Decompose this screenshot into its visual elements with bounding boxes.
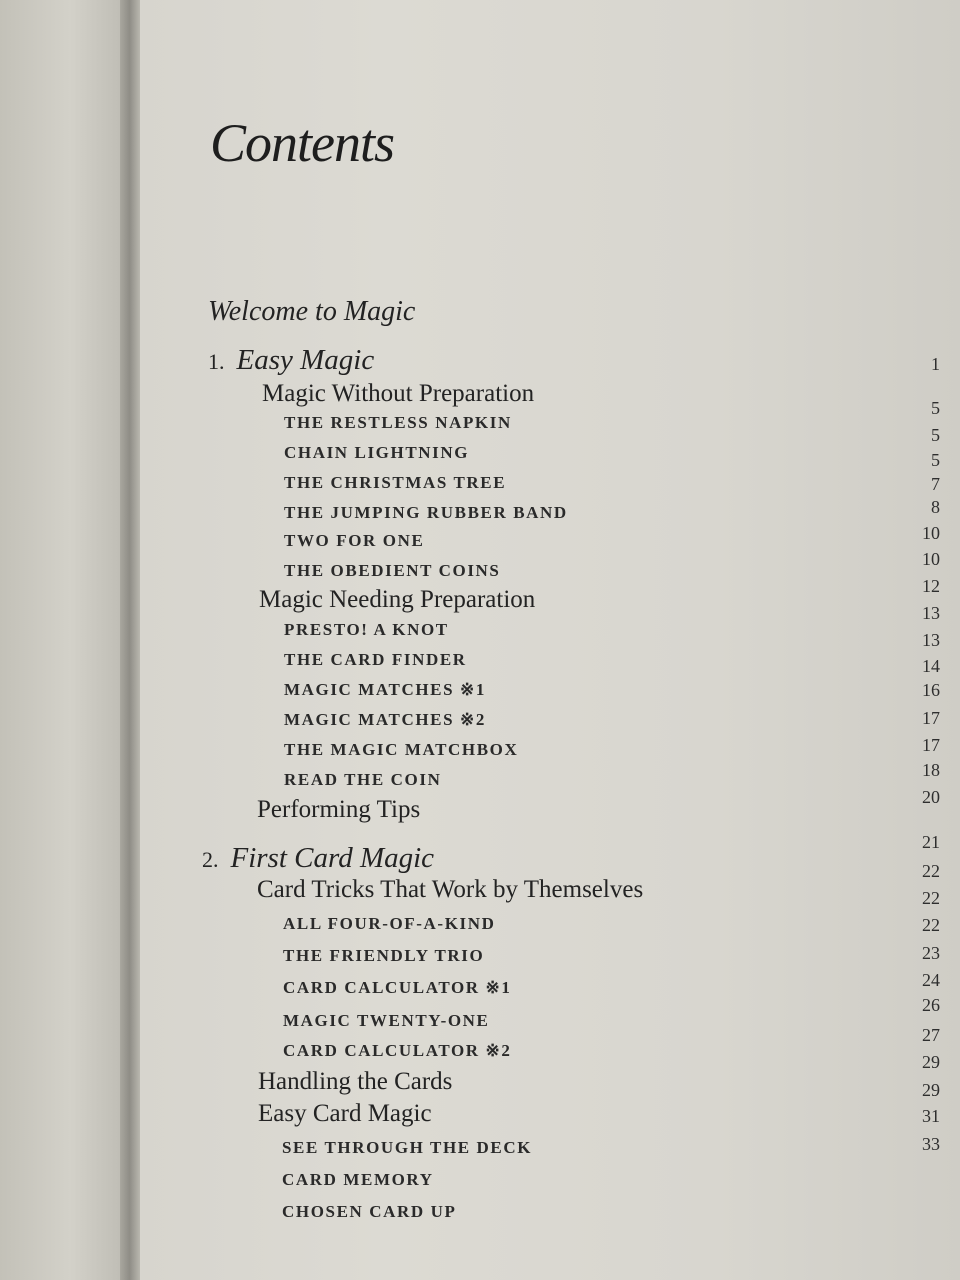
section-title: Handling the Cards xyxy=(258,1068,453,1095)
page-number: 5 xyxy=(931,398,940,418)
page-number: 13 xyxy=(922,603,940,623)
section-title: Magic Without Preparation xyxy=(262,380,535,407)
page-number: 7 xyxy=(931,474,940,494)
page-number: 13 xyxy=(922,630,940,650)
page-number: 22 xyxy=(922,888,940,908)
toc-entry: TWO FOR ONE xyxy=(284,531,425,550)
toc-entry: ALL FOUR-OF-A-KIND xyxy=(283,914,496,933)
toc-entry: CARD MEMORY xyxy=(282,1170,434,1189)
page-number: 22 xyxy=(922,861,940,881)
toc-entry: THE RESTLESS NAPKIN xyxy=(284,413,512,432)
chapter-title: First Card Magic xyxy=(230,842,435,874)
toc-entry: THE CARD FINDER xyxy=(284,650,467,669)
page-number: 5 xyxy=(931,425,940,445)
page-number: 27 xyxy=(922,1025,940,1045)
page-number: 33 xyxy=(922,1134,940,1154)
page-number: 17 xyxy=(922,735,940,755)
page-number: 1 xyxy=(931,354,940,374)
toc-entry: THE MAGIC MATCHBOX xyxy=(284,740,519,759)
toc-entry: MAGIC TWENTY-ONE xyxy=(283,1011,490,1030)
toc-entry: READ THE COIN xyxy=(284,770,442,789)
toc-entry: THE JUMPING RUBBER BAND xyxy=(284,503,568,522)
page-number: 14 xyxy=(922,656,940,676)
toc-entry: THE FRIENDLY TRIO xyxy=(283,946,485,965)
toc-entry: CHOSEN CARD UP xyxy=(282,1202,457,1221)
toc-entry: THE CHRISTMAS TREE xyxy=(284,473,507,492)
page-number: 18 xyxy=(922,760,940,780)
page-number: 29 xyxy=(922,1080,940,1100)
page-number: 5 xyxy=(931,450,940,470)
toc-entry: PRESTO! A KNOT xyxy=(284,620,449,639)
section-title: Performing Tips xyxy=(257,796,421,823)
toc-entry: MAGIC MATCHES ※1 xyxy=(284,680,486,699)
page-number: 12 xyxy=(922,576,940,596)
left-page xyxy=(0,0,128,1280)
intro-entry: Welcome to Magic xyxy=(208,296,416,327)
chapter-heading xyxy=(208,344,374,377)
section-title: Card Tricks That Work by Themselves xyxy=(257,876,644,903)
page-number: 20 xyxy=(922,787,940,807)
page-number: 31 xyxy=(922,1106,940,1126)
page-number: 10 xyxy=(922,549,940,569)
toc-entry: MAGIC MATCHES ※2 xyxy=(284,710,486,729)
page-number: 23 xyxy=(922,943,940,963)
page-number: 10 xyxy=(922,523,940,543)
page-number: 17 xyxy=(922,708,940,728)
toc-entry: THE OBEDIENT COINS xyxy=(284,561,501,580)
page-number: 24 xyxy=(922,970,940,990)
toc-entry: CARD CALCULATOR ※1 xyxy=(283,978,512,997)
chapter-number: 2. xyxy=(202,847,219,872)
section-title: Magic Needing Preparation xyxy=(259,586,536,613)
toc-entry: SEE THROUGH THE DECK xyxy=(282,1138,533,1157)
section-title: Easy Card Magic xyxy=(258,1100,432,1127)
chapter-heading xyxy=(202,842,434,875)
chapter-number: 1. xyxy=(208,349,225,374)
toc-entry: CARD CALCULATOR ※2 xyxy=(283,1041,512,1060)
page-number: 29 xyxy=(922,1052,940,1072)
page-number: 21 xyxy=(922,832,940,852)
page-title: Contents xyxy=(210,113,395,173)
chapter-title: Easy Magic xyxy=(236,344,375,376)
page-number: 8 xyxy=(931,497,940,517)
page-number: 16 xyxy=(922,680,940,700)
page-number: 26 xyxy=(922,995,940,1015)
toc-entry: CHAIN LIGHTNING xyxy=(284,443,470,462)
page-number: 22 xyxy=(922,915,940,935)
